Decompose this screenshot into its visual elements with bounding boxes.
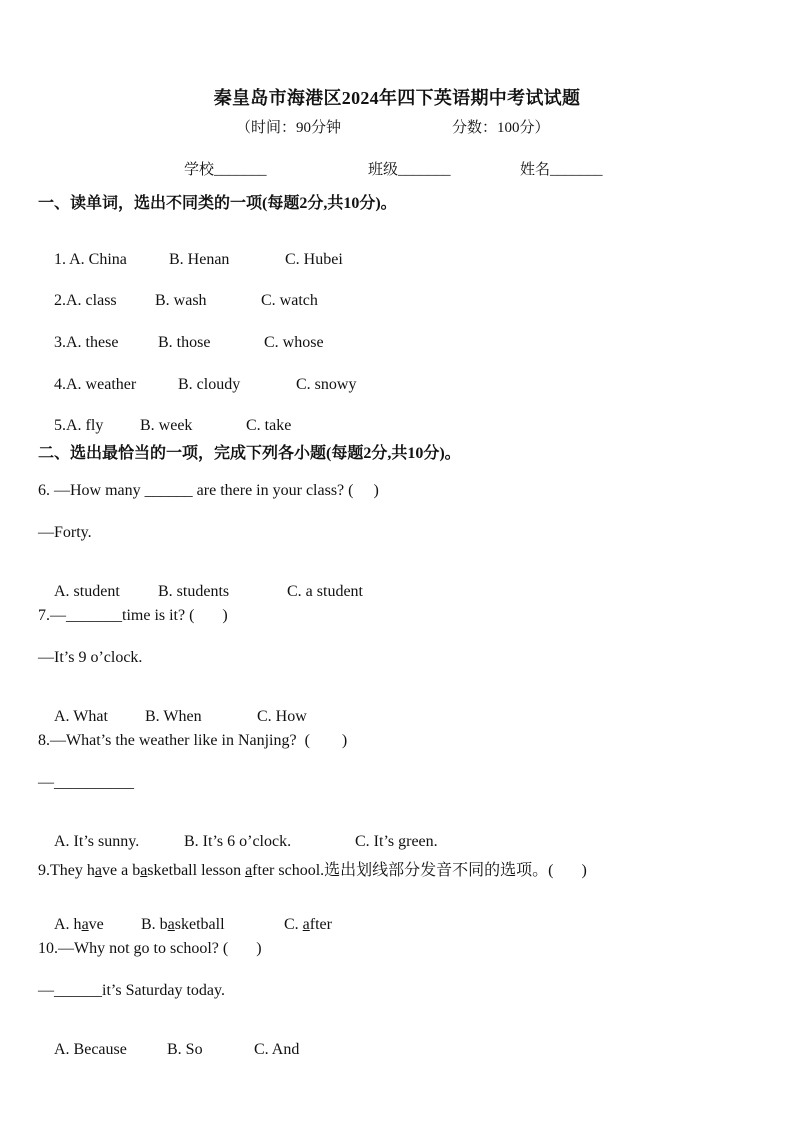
option-text: A. h xyxy=(54,916,82,933)
option-a: 5.A. fly xyxy=(54,417,104,434)
option-b: B. cloudy xyxy=(178,376,241,393)
question-10-reply: —______it’s Saturday today. xyxy=(38,982,225,999)
underlined-letter: a xyxy=(81,916,89,933)
option-text: sketball xyxy=(174,916,225,933)
question-6-stem: 6. —How many ______ are there in your class? ( ) xyxy=(38,482,379,499)
option-b: B. So xyxy=(167,1041,203,1058)
question-6-reply: —Forty. xyxy=(38,524,92,541)
stem-part: 9.They h xyxy=(38,862,95,879)
section-heading-1: 一、读单词，选出不同类的一项(每题2分,共10分)。 xyxy=(38,195,397,212)
option-a: 1. A. China xyxy=(54,251,127,268)
option-c: C. watch xyxy=(261,292,318,309)
stem-part: fter school.选出划线部分发音不同的选项。( ) xyxy=(252,862,587,879)
option-a: 4.A. weather xyxy=(54,376,137,393)
option-c: C. take xyxy=(246,417,292,434)
option-a: 2.A. class xyxy=(54,292,117,309)
option-c: C. And xyxy=(254,1041,300,1058)
underlined-letter: a xyxy=(94,862,102,879)
question-7-stem: 7.—_______time is it? ( ) xyxy=(38,607,228,624)
option-text: B. b xyxy=(141,916,168,933)
school-field: 学校_______ xyxy=(184,162,267,178)
stem-part: ve a b xyxy=(101,862,141,879)
underlined-letter: a xyxy=(302,916,310,933)
option-c: C. How xyxy=(257,708,307,725)
option-text: fter xyxy=(309,916,332,933)
class-field: 班级_______ xyxy=(368,162,451,178)
option-c: C. Hubei xyxy=(285,251,343,268)
section-heading-2: 二、选出最恰当的一项，完成下列各小题(每题2分,共10分)。 xyxy=(38,445,461,462)
option-b: B. wash xyxy=(155,292,207,309)
exam-time: （时间：90分钟 xyxy=(236,120,342,136)
stem-part: sketball lesson xyxy=(147,862,246,879)
option-a: 3.A. these xyxy=(54,334,119,351)
question-10-stem: 10.—Why not go to school? ( ) xyxy=(38,940,262,957)
option-text: ve xyxy=(88,916,104,933)
option-b: B. It’s 6 o’clock. xyxy=(184,833,292,850)
question-8-stem: 8.—What’s the weather like in Nanjing? ( ) xyxy=(38,732,348,749)
option-c: C. snowy xyxy=(296,376,357,393)
option-b xyxy=(141,916,225,934)
underlined-letter: a xyxy=(245,862,253,879)
page-title: 秦皇岛市海港区2024年四下英语期中考试试题 xyxy=(213,88,581,108)
option-c: C. a student xyxy=(287,583,363,600)
option-a: A. What xyxy=(54,708,108,725)
option-a: A. student xyxy=(54,583,120,600)
option-a xyxy=(54,916,104,934)
question-9-stem xyxy=(38,857,587,880)
question-7-reply: —It’s 9 o’clock. xyxy=(38,649,143,666)
exam-score: 分数：100分） xyxy=(452,120,550,136)
option-b: B. Henan xyxy=(169,251,230,268)
option-text: C. xyxy=(284,916,303,933)
option-b: B. students xyxy=(158,583,230,600)
name-field: 姓名_______ xyxy=(520,162,603,178)
option-b: B. those xyxy=(158,334,211,351)
option-a: A. It’s sunny. xyxy=(54,833,140,850)
underlined-letter: a xyxy=(140,862,148,879)
option-c: C. It’s green. xyxy=(355,833,438,850)
question-10-options xyxy=(38,1023,300,1077)
option-b: B. week xyxy=(140,417,193,434)
option-a: A. Because xyxy=(54,1041,127,1058)
underlined-letter: a xyxy=(167,916,175,933)
option-c: C. whose xyxy=(264,334,324,351)
question-8-reply: —__________ xyxy=(38,774,134,791)
option-c xyxy=(284,916,332,934)
option-b: B. When xyxy=(145,708,202,725)
